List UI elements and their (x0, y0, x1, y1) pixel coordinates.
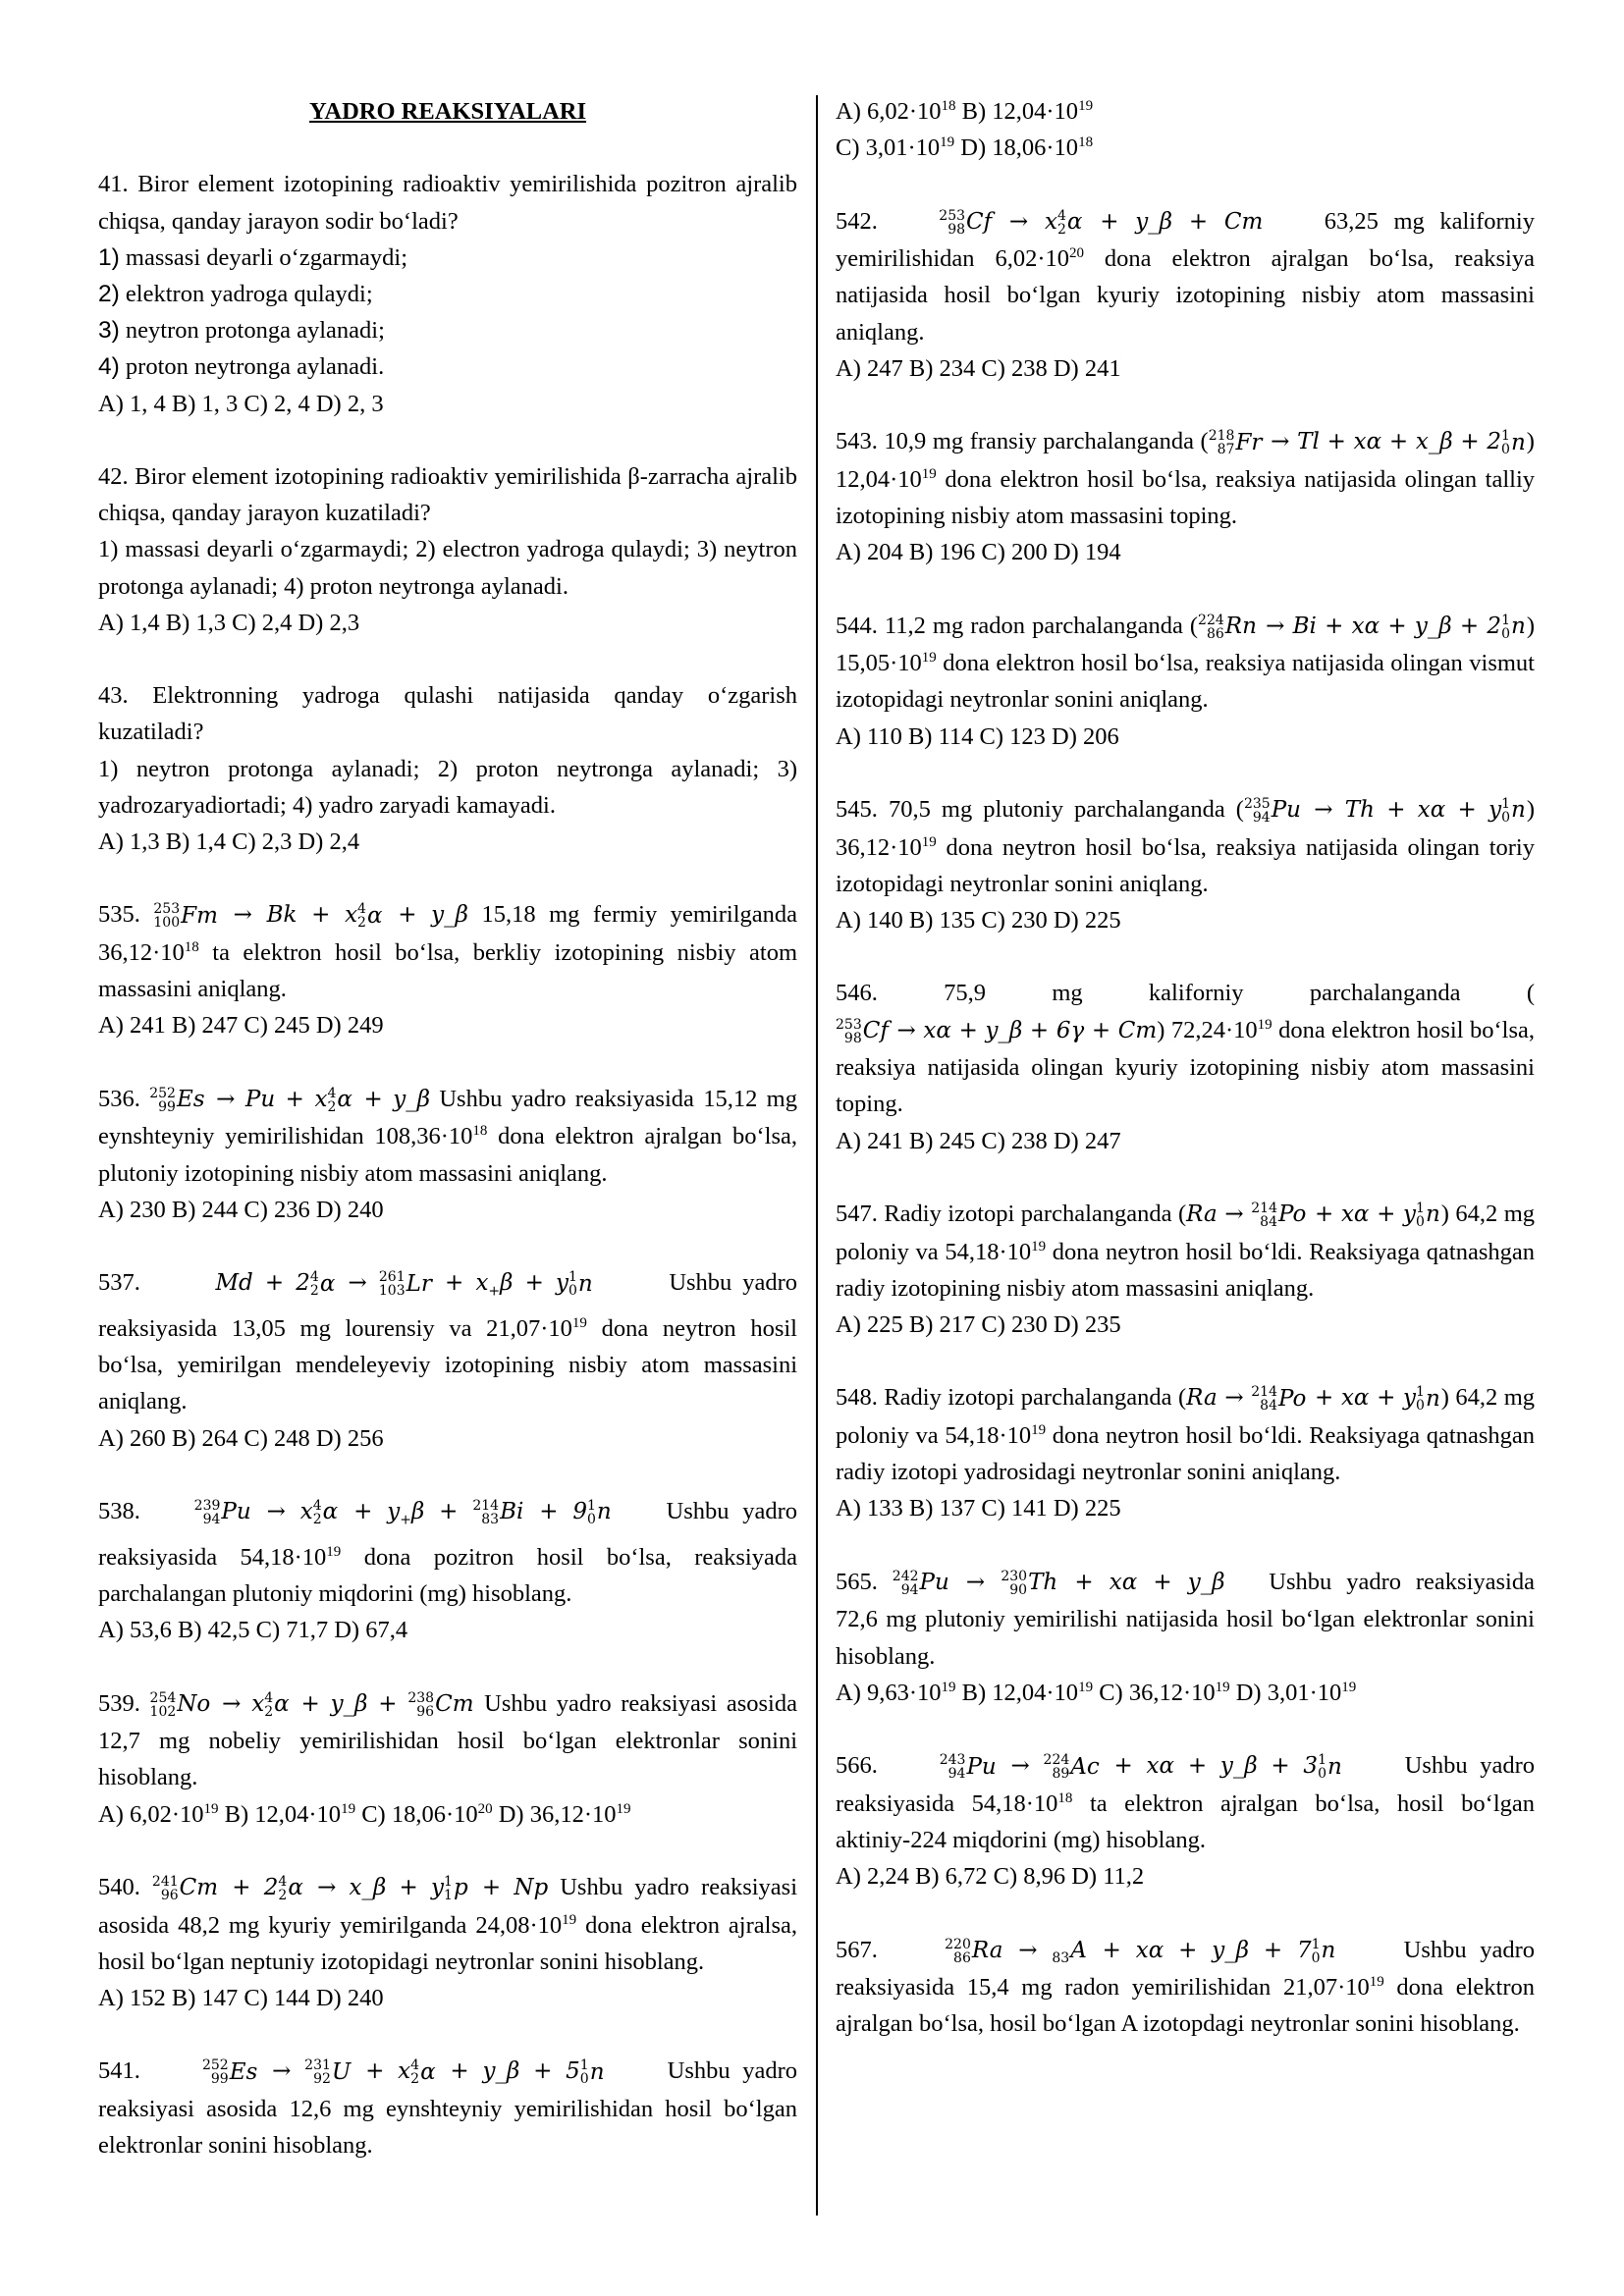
option-4: 4) proton neytronga aylanadi. (98, 353, 385, 381)
question-stem: 540. 241 96 Cm + 2 4 2 α → x_β + y 1 1 p + Np Ushbu yadro reaksiyasi asosida 48,2 mg kyuriy yemirilganda $24,08\cdot 10^{19}$ dona elektron ajralsa, hosil bo‘lgan neptuniy izotopidagi neytronlar sonini hisoblang. (98, 1874, 797, 1975)
answer-choices: A) 53,6 B) 42,5 C) 71,7 D) 67,4 (98, 1617, 408, 1644)
option-2: 2) elektron yadroga qulaydi; (98, 281, 373, 307)
answer-choices: A) 133 B) 137 C) 141 D) 225 (836, 1495, 1121, 1522)
answer-choices: A) 230 B) 244 C) 236 D) 240 (98, 1196, 384, 1223)
reaction-equation: 252 99 Es → 231 92 U + x 4 2 α + y_β + 5 1 0 n (201, 2057, 605, 2088)
question-stem: reaksiyasida $54,18\cdot 10^{19}$ dona pozitron hosil bo‘lsa, reaksiyada parchalangan plutoniy miqdorini (mg) hisoblang. (98, 1543, 797, 1608)
answer-choices: A) 225 B) 217 C) 230 D) 235 (836, 1311, 1121, 1339)
reaction-equation: Ra → 214 84 Po + xα + y 1 0 n (1186, 1201, 1440, 1231)
column-divider (816, 95, 818, 2216)
reaction-equation: 253 100 Fm → Bk + x 4 2 α + y_β (153, 901, 468, 932)
question-options: 1) neytron protonga aylanadi; 2) proton neytronga aylanadi; 3) yadrozaryadiortadi; 4) yadro zaryadi kamayadi. (98, 755, 797, 819)
question-stem: 42. Biror element izotopining radioaktiv yemirilishida β-zarracha ajralib chiqsa, qanday jarayon kuzatiladi? (98, 463, 797, 527)
question-41 (98, 166, 797, 421)
answer-choices: A) 260 B) 264 C) 248 D) 256 (98, 1424, 384, 1452)
reaction-equation: Md + 2 4 2 α → 261 103 Lr + $x_+\beta + y$ 1 0 n (215, 1269, 593, 1300)
question-42 (98, 458, 797, 641)
question-stem: 41. Biror element izotopining radioaktiv yemirilishida pozitron ajralib chiqsa, qanday jarayon sodir bo‘ladi? (98, 171, 797, 235)
question-stem: reaksiyasi asosida 12,6 mg eynshteyniy yemirilishidan hosil bo‘lgan elektronlar sonini hisoblang. (98, 2096, 797, 2160)
reaction-equation: 253 98 Cf → xα + y_β + 6γ + Cm (836, 1016, 1158, 1046)
question-545 (836, 791, 1535, 938)
question-547 (836, 1196, 1535, 1343)
question-539 (98, 1685, 797, 1833)
question-lead: 537. Md + 2 4 2 α → 261 103 Lr + $x_+\beta + y$ 1 0 n Ushbu yadro (98, 1269, 798, 1300)
answer-choices: A) 241 B) 247 C) 245 D) 249 (98, 1012, 384, 1040)
answer-choices: A) 140 B) 135 C) 230 D) 225 (836, 907, 1121, 934)
reaction-equation: 253 98 Cf → x 4 2 α + y_β + Cm (939, 207, 1264, 238)
question-stem: 547. Radiy izotopi parchalanganda (Ra → 214 84 Po + xα + y 1 0 n ) 64,2 mg poloniy va $54,18\cdot 10^{19}$ dona neytron hosil bo‘ldi. Reaksiyaga qatnashgan radiy izotopining nisbiy atom massasini aniqlang. (836, 1201, 1536, 1302)
answer-choices: A) $6,02\cdot 10^{19}$ B) $12,04\cdot 10^{19}$ C) $18,06\cdot 10^{20}$ D) $36,12\cdot 10^{19}$ (98, 1800, 631, 1828)
option-3: 3) neytron protonga aylanadi; (98, 317, 385, 345)
reaction-equation: 243 94 Pu → 224 89 Ac + xα + y_β + 3 1 0 n (939, 1752, 1342, 1783)
question-stem: 72,6 mg plutoniy yemirilishi natijasida hosil bo‘lgan elektronlar sonini hisoblang. (836, 1606, 1535, 1670)
answer-choices: A) 1,3 B) 1,4 C) 2,3 D) 2,4 (98, 828, 360, 856)
reaction-equation: 254 102 No → x 4 2 α + y_β + 238 96 Cm (149, 1689, 474, 1720)
question-lead: 538. 239 94 Pu → x 4 2 α + $y_+\beta$ + 214 83 Bi + 9 1 0 n Ushbu yadro (98, 1498, 798, 1528)
question-535 (98, 896, 797, 1043)
answer-choices: A) $9,63\cdot 10^{19}$ B) $12,04\cdot 10^{19}$ C) $36,12\cdot 10^{19}$ D) $3,01\cdot 10^{19}$ (836, 1679, 1357, 1706)
question-lead: 541. 252 99 Es → 231 92 U + x 4 2 α + y_β + 5 1 0 n Ushbu yadro (98, 2057, 797, 2088)
answer-choices: A) 204 B) 196 C) 200 D) 194 (836, 539, 1121, 566)
reaction-equation: 218 87 Fr → Tl + xα + x_β + 2 1 0 n (1208, 428, 1526, 458)
question-stem: reaksiyasida 13,05 mg lourensiy va $21,07\cdot 10^{19}$ dona neytron hosil bo‘lsa, yemirilgan mendeleyeviy izotopining nisbiy atom massasini aniqlang. (98, 1314, 797, 1415)
question-543 (836, 423, 1535, 570)
question-stem: reaksiyasida 15,4 mg radon yemirilishidan $21,07\cdot 10^{19}$ dona elektron ajralgan bo‘lsa, hosil bo‘lgan A izotopdagi neytronlar sonini hisoblang. (836, 1974, 1535, 2038)
question-565 (836, 1564, 1535, 1711)
question-541-answers (836, 93, 1535, 166)
reaction-equation: 242 94 Pu → 230 90 Th + xα + y_β (892, 1568, 1225, 1598)
reaction-equation: 220 86 Ra → 83 A + xα + y_β + 7 1 0 n (945, 1936, 1336, 1966)
answer-choices: A) 241 B) 245 C) 238 D) 247 (836, 1127, 1121, 1154)
question-536 (98, 1081, 797, 1228)
question-stem: 539. 254 102 No → x 4 2 α + y_β + 238 96 Cm Ushbu yadro reaksiyasi asosida 12,7 mg nobeliy yemirilishidan hosil bo‘lgan elektronlar sonini hisoblang. (98, 1689, 797, 1791)
question-43 (98, 677, 797, 860)
question-546 (836, 975, 1535, 1158)
answer-choices: A) $6,02\cdot 10^{18}$ B) $12,04\cdot 10^{19}$ (836, 97, 1094, 125)
reaction-equation: 252 99 Es → Pu + x 4 2 α + y_β (149, 1085, 431, 1115)
question-lead: 567. 220 86 Ra → 83 A + xα + y_β + 7 1 0 n Ushbu yadro (836, 1936, 1536, 1966)
answer-choices: C) $3,01\cdot 10^{19}$ D) $18,06\cdot 10^{18}$ (836, 134, 1094, 162)
question-stem: reaksiyasida $54,18\cdot 10^{18}$ ta elektron ajralgan bo‘lsa, hosil bo‘lgan aktiniy-224 miqdorini (mg) hisoblang. (836, 1789, 1535, 1854)
page-title: YADRO REAKSIYALARI (308, 98, 587, 125)
question-542 (836, 203, 1535, 387)
left-column (98, 93, 797, 2201)
question-540 (98, 1869, 797, 2016)
reaction-equation: Ra → 214 84 Po + xα + y 1 0 n (1186, 1384, 1440, 1415)
answer-choices: A) 247 B) 234 C) 238 D) 241 (836, 354, 1121, 382)
question-548 (836, 1379, 1535, 1526)
question-stem: 544. 11,2 mg radon parchalanganda ( 224 86 Rn → Bi + xα + y_β + 2 1 0 n ) $15,05\cdot 10^{19}$ dona elektron hosil bo‘lsa, reaksiya natijasida olingan vismut izotopidagi neytronlar sonini aniqlang. (836, 612, 1535, 714)
question-stem: 543. 10,9 mg fransiy parchalanganda ( 218 87 Fr → Tl + xα + x_β + 2 1 0 n ) $12,04\cdot 10^{19}$ dona elektron hosil bo‘lsa, reaksiya natijasida olingan talliy izotopining nisbiy atom massasini toping. (836, 428, 1535, 530)
question-544 (836, 608, 1535, 755)
question-stem: 548. Radiy izotopi parchalanganda (Ra → 214 84 Po + xα + y 1 0 n ) 64,2 mg poloniy va $54,18\cdot 10^{19}$ dona neytron hosil bo‘ldi. Reaksiyaga qatnashgan radiy izotopi yadrosidagi neytronlar sonini aniqlang. (836, 1384, 1536, 1486)
answer-choices: A) 152 B) 147 C) 144 D) 240 (98, 1985, 384, 2012)
question-lead: 542. 253 98 Cf → x 4 2 α + y_β + Cm 63,25 mg kaliforniy (836, 207, 1535, 238)
answer-choices: A) 1, 4 B) 1, 3 C) 2, 4 D) 2, 3 (98, 390, 384, 417)
question-stem: yemirilishidan $6,02\cdot 10^{20}$ dona elektron ajralgan bo‘lsa, reaksiya natijasida hosil bo‘lgan kyuriy izotopining nisbiy atom massasini aniqlang. (836, 245, 1535, 346)
reaction-equation: 235 94 Pu → Th + xα + y 1 0 n (1243, 796, 1526, 827)
reaction-equation: 241 96 Cm + 2 4 2 α → x_β + y 1 1 p + Np (151, 1874, 549, 1904)
answer-choices: A) 110 B) 114 C) 123 D) 206 (836, 722, 1119, 750)
question-stem: 545. 70,5 mg plutoniy parchalanganda ( 235 94 Pu → Th + xα + y 1 0 n ) $36,12\cdot 10^{19}$ dona neytron hosil bo‘lsa, reaksiya natijasida olingan toriy izotopidagi neytronlar sonini aniqlang. (836, 796, 1535, 897)
question-538 (98, 1493, 797, 1648)
reaction-equation: 224 86 Rn → Bi + xα + y_β + 2 1 0 n (1198, 612, 1526, 642)
question-566 (836, 1747, 1535, 1895)
question-lead: 566. 243 94 Pu → 224 89 Ac + xα + y_β + 3 1 0 n Ushbu yadro (836, 1752, 1535, 1783)
question-stem: 536. 252 99 Es → Pu + x 4 2 α + y_β Ushbu yadro reaksiyasida 15,12 mg eynshteyniy yemirilishidan $108,36\cdot 10^{18}$ dona elektron ajralgan bo‘lsa, plutoniy izotopining nisbiy atom massasini aniqlang. (98, 1085, 797, 1187)
question-541 (98, 2053, 797, 2163)
question-537 (98, 1264, 797, 1457)
answer-choices: A) 1,4 B) 1,3 C) 2,4 D) 2,3 (98, 609, 360, 636)
question-lead: 565. 242 94 Pu → 230 90 Th + xα + y_β Ushbu yadro reaksiyasida (836, 1568, 1535, 1598)
option-1: 1) massasi deyarli o‘zgarmaydi; (98, 243, 408, 271)
question-stem: 43. Elektronning yadroga qulashi natijasida qanday o‘zgarish kuzatiladi? (98, 682, 797, 746)
question-options: 1) massasi deyarli o‘zgarmaydi; 2) electron yadroga qulaydi; 3) neytron protonga aylanadi; 4) proton neytronga aylanadi. (98, 536, 797, 600)
question-stem: 535. 253 100 Fm → Bk + x 4 2 α + y_β 15,18 mg fermiy yemirilganda $36,12\cdot 10^{18}$ ta elektron hosil bo‘lsa, berkliy izotopining nisbiy atom massasini aniqlang. (98, 901, 797, 1003)
reaction-equation: 239 94 Pu → x 4 2 α + $y_+\beta$ + 214 83 Bi + 9 1 0 n (193, 1498, 612, 1528)
answer-choices: A) 2,24 B) 6,72 C) 8,96 D) 11,2 (836, 1863, 1145, 1891)
question-stem: 546. 75,9 mg kaliforniy parchalanganda ( 253 98 Cf → xα + y_β + 6γ + Cm) $72,24\cdot 10^{19}$ dona elektron hosil bo‘lsa, reaksiya natijasida olingan kyuriy izotopining nisbiy atom massasini toping. (836, 980, 1535, 1118)
right-column (836, 93, 1535, 2079)
question-567 (836, 1932, 1535, 2043)
